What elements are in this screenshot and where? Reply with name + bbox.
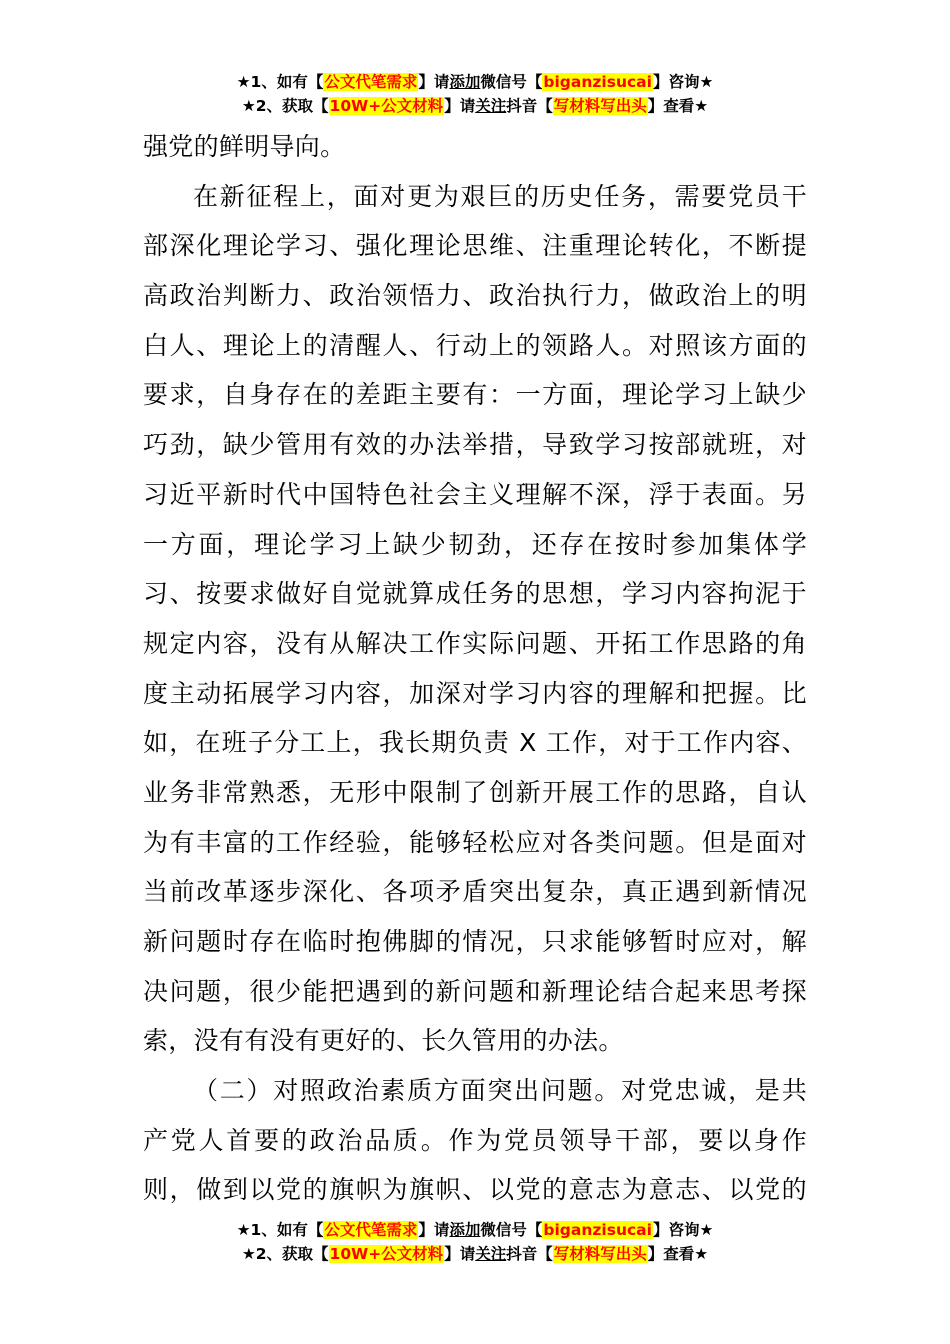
body-line: 强党的鲜明导向。 — [143, 132, 346, 161]
footer-line-2-suffix: 】查看★ — [647, 1245, 709, 1263]
header-line-1-highlight-service: 公文代笔需求 — [324, 73, 418, 91]
footer-line-1-text: 】请 — [418, 1221, 450, 1239]
body-line: 为有丰富的工作经验，能够轻松应对各类问题。但是面对 — [143, 827, 807, 857]
body-line: 部深化理论学习、强化理论思维、注重理论转化，不断提 — [143, 231, 807, 261]
body-line: 高政治判断力、政治领悟力、政治执行力，做政治上的明 — [143, 281, 807, 311]
footer-line-1 — [0, 1218, 950, 1242]
body-line: （二）对照政治素质方面突出问题。对党忠诚，是共 — [193, 1076, 807, 1106]
footer-line-2-text-2: 抖音【 — [506, 1245, 553, 1263]
header-line-1-suffix: 】咨询★ — [652, 73, 714, 91]
body-line: 产党人首要的政治品质。作为党员领导干部，要以身作 — [143, 1125, 807, 1155]
footer-line-2-highlight-douyin: 写材料写出头 — [553, 1245, 647, 1263]
header-line-1-text-2: 微信号【 — [480, 73, 543, 91]
header-line-2-suffix: 】查看★ — [647, 97, 709, 115]
footer-line-1-prefix: ★1、如有【 — [236, 1221, 324, 1239]
footer-line-1-text-2: 微信号【 — [480, 1221, 543, 1239]
body-line: 白人、理论上的清醒人、行动上的领路人。对照该方面的 — [143, 330, 807, 360]
header-line-2-highlight-materials: 10W+公文材料 — [329, 97, 444, 115]
document-body — [143, 122, 807, 1215]
header-line-2-text: 】请 — [444, 97, 476, 115]
body-line: 新问题时存在临时抱佛脚的情况，只求能够暂时应对，解 — [143, 927, 807, 956]
footer-line-1-emphasis: 添加 — [449, 1221, 481, 1239]
footer-line-1-suffix: 】咨询★ — [652, 1221, 714, 1239]
body-line: 在新征程上，面对更为艰巨的历史任务，需要党员干 — [193, 181, 807, 211]
header-banner — [0, 70, 950, 118]
footer-line-1-highlight-wechat: biganzisucai — [543, 1221, 652, 1239]
body-line: 如，在班子分工上，我长期负责 X 工作，对于工作内容、 — [143, 728, 807, 758]
header-line-2 — [0, 94, 950, 118]
body-line: 巧劲，缺少管用有效的办法举措，导致学习按部就班，对 — [143, 430, 807, 460]
footer-line-1-highlight-service: 公文代笔需求 — [324, 1221, 418, 1239]
header-line-2-text-2: 抖音【 — [506, 97, 553, 115]
body-line: 当前改革逐步深化、各项矛盾突出复杂，真正遇到新情况 — [143, 877, 807, 907]
body-line: 决问题，很少能把遇到的新问题和新理论结合起来思考探 — [143, 976, 807, 1006]
body-line: 业务非常熟悉，无形中限制了创新开展工作的思路，自认 — [143, 777, 807, 807]
footer-line-2-text: 】请 — [444, 1245, 476, 1263]
header-line-2-prefix: ★2、获取【 — [241, 97, 329, 115]
body-line: 一方面，理论学习上缺少韧劲，还存在按时参加集体学 — [143, 529, 807, 559]
header-line-2-highlight-douyin: 写材料写出头 — [553, 97, 647, 115]
body-line: 索，没有有没有更好的、长久管用的办法。 — [143, 1026, 624, 1056]
header-line-1-highlight-wechat: biganzisucai — [543, 73, 652, 91]
header-line-1-text: 】请 — [418, 73, 450, 91]
header-line-2-emphasis: 关注 — [475, 97, 507, 115]
body-line: 度主动拓展学习内容，加深对学习内容的理解和把握。比 — [143, 678, 807, 708]
footer-banner — [0, 1218, 950, 1266]
body-line: 则，做到以党的旗帜为旗帜、以党的意志为意志、以党的 — [143, 1175, 807, 1205]
footer-line-2-highlight-materials: 10W+公文材料 — [329, 1245, 444, 1263]
header-line-1-prefix: ★1、如有【 — [236, 73, 324, 91]
body-line: 规定内容，没有从解决工作实际问题、开拓工作思路的角 — [143, 628, 807, 658]
footer-line-2 — [0, 1242, 950, 1266]
body-line: 要求，自身存在的差距主要有：一方面，理论学习上缺少 — [143, 380, 807, 410]
footer-line-2-emphasis: 关注 — [475, 1245, 507, 1263]
body-line: 习、按要求做好自觉就算成任务的思想，学习内容拘泥于 — [143, 579, 807, 609]
footer-line-2-prefix: ★2、获取【 — [241, 1245, 329, 1263]
body-line: 习近平新时代中国特色社会主义理解不深，浮于表面。另 — [143, 479, 807, 509]
header-line-1 — [0, 70, 950, 94]
header-line-1-emphasis: 添加 — [449, 73, 481, 91]
